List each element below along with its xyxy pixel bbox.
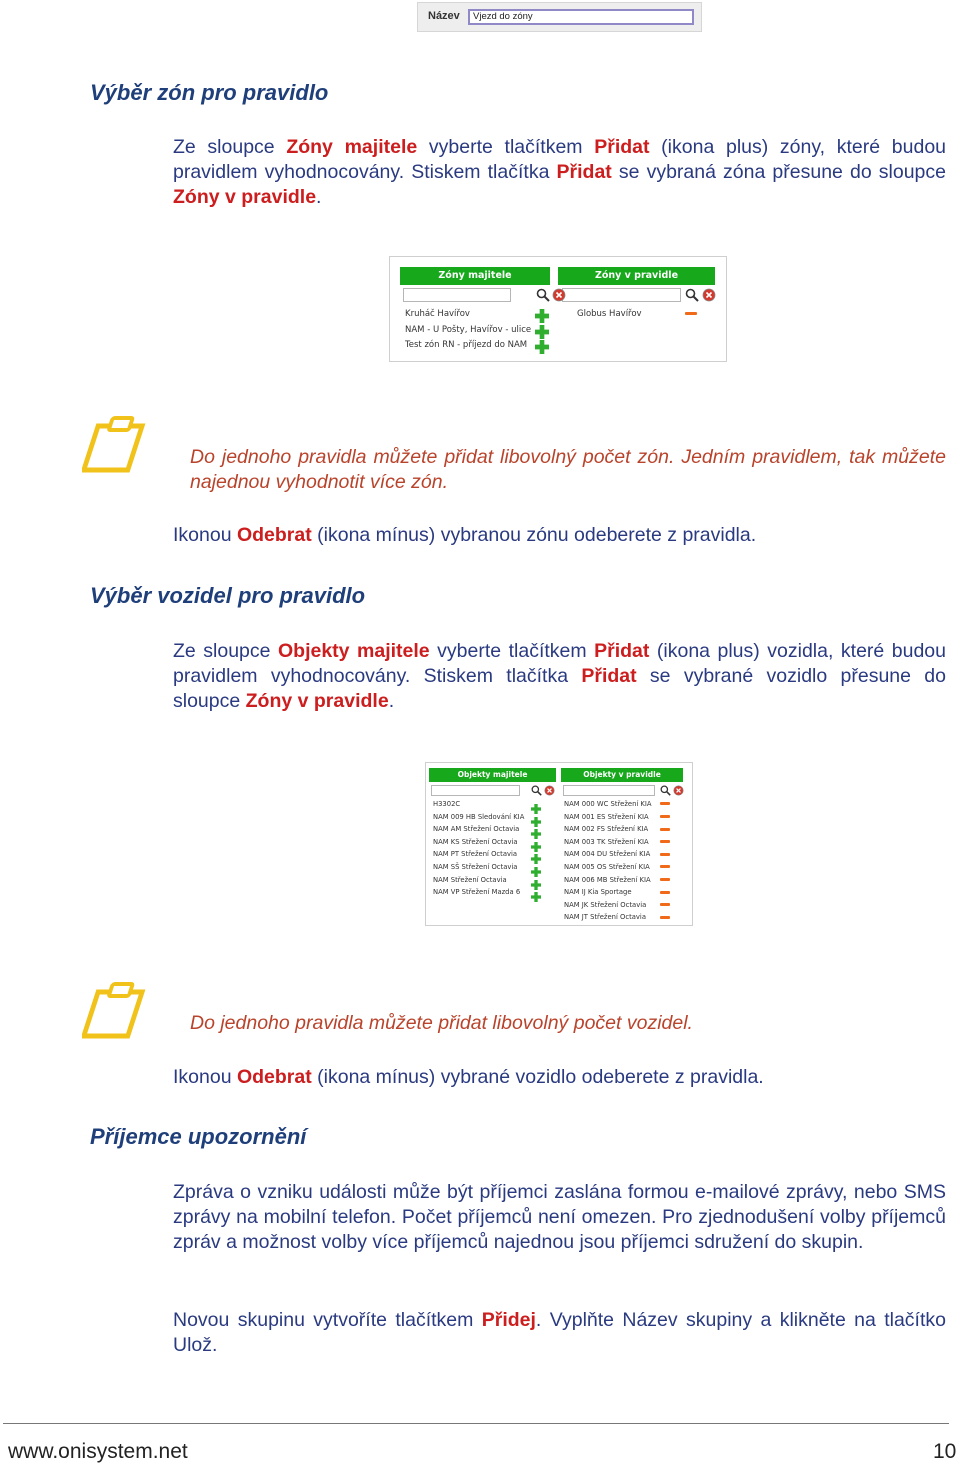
note-clipboard-icon	[82, 414, 146, 474]
zones-rule-search-input[interactable]	[562, 288, 681, 302]
list-item: Test zón RN - příjezd do NAM	[405, 340, 528, 350]
clear-icon[interactable]	[673, 785, 684, 796]
clear-icon[interactable]	[702, 288, 716, 302]
footer-website[interactable]: www.onisystem.net	[8, 1440, 188, 1463]
list-item: Kruháč Havířov	[405, 309, 470, 319]
highlight-term: Zóny v pravidle	[245, 690, 389, 712]
vehicles-screenshot	[425, 762, 693, 926]
vehicles-note: Do jednoho pravidla můžete přidat libovolný počet vozidel.	[190, 1012, 693, 1034]
list-item: H3302C	[433, 800, 461, 808]
list-item: NAM AM Střežení Octavia	[433, 825, 520, 834]
page-number: 10	[933, 1440, 957, 1463]
note-clipboard-icon	[82, 980, 146, 1040]
search-icon[interactable]	[531, 785, 542, 796]
vehicles-rule-header: Objekty v pravidle	[561, 768, 683, 782]
remove-minus-icon[interactable]	[660, 840, 670, 843]
list-item: NAM 002 FS Střežení KIA	[564, 825, 649, 834]
search-icon[interactable]	[536, 288, 550, 302]
vehicles-rule-search-input[interactable]	[563, 785, 655, 796]
remove-minus-icon[interactable]	[660, 865, 670, 868]
list-item: NAM PT Střežení Octavia	[433, 850, 518, 859]
list-item: NAM 004 DU Střežení KIA	[564, 850, 651, 859]
zones-paragraph	[173, 135, 946, 210]
list-item: NAM VP Střežení Mazda 6	[433, 888, 521, 897]
list-item: NAM JT Střežení Octavia	[564, 913, 646, 922]
clear-icon[interactable]	[552, 288, 566, 302]
text-run: vyberte tlačítkem	[417, 136, 595, 158]
remove-minus-icon[interactable]	[660, 891, 670, 894]
list-item: NAM SŠ Střežení Octavia	[433, 863, 518, 871]
text-run: Ikonou	[173, 1066, 237, 1088]
text-run: Ze sloupce	[173, 136, 287, 158]
remove-minus-icon[interactable]	[660, 815, 670, 818]
vehicles-owner-header: Objekty majitele	[429, 768, 556, 782]
text-run: Novou skupinu vytvoříte tlačítkem	[173, 1309, 482, 1331]
remove-minus-icon[interactable]	[660, 878, 670, 881]
text-run: (ikona plus) vozidla, které budou pravidlem vyhodnocovány. Stiskem tlačítka	[173, 640, 946, 687]
zones-rule-header: Zóny v pravidle	[558, 267, 715, 285]
text-run: Ze sloupce	[173, 640, 278, 662]
text-run: . Vyplňte Název skupiny a klikněte na tlačítko Ulož.	[173, 1309, 946, 1356]
text-run: se vybraná zóna přesune do sloupce	[611, 161, 946, 183]
highlight-term: Odebrat	[236, 524, 312, 546]
text-run: vyberte tlačítkem	[429, 640, 595, 662]
heading-recipients: Příjemce upozornění	[90, 1124, 307, 1149]
highlight-term: Přidat	[556, 161, 612, 183]
text-run: (ikona mínus) vybranou zónu odeberete z pravidla.	[311, 524, 757, 546]
clear-icon[interactable]	[544, 785, 555, 796]
highlight-term: Přidat	[581, 665, 637, 687]
list-item: NAM 005 OS Střežení KIA	[564, 863, 650, 871]
zones-screenshot	[389, 256, 727, 362]
remove-minus-icon[interactable]	[660, 828, 670, 831]
highlight-term: Zóny v pravidle	[173, 186, 317, 208]
heading-vehicles: Výběr vozidel pro pravidlo	[90, 583, 366, 608]
text-run: .	[388, 690, 395, 712]
zones-owner-header: Zóny majitele	[400, 267, 550, 285]
list-item: NAM 001 ES Střežení KIA	[564, 812, 649, 821]
remove-minus-icon[interactable]	[660, 802, 670, 805]
highlight-term: Přidat	[594, 136, 650, 158]
list-item: NAM Střežení Octavia	[433, 875, 507, 884]
highlight-term: Objekty majitele	[277, 640, 430, 662]
name-label: Název	[428, 10, 460, 22]
search-icon[interactable]	[660, 785, 671, 796]
text-run: (ikona plus) zóny, které budou pravidlem vyhodnocovány. Stiskem tlačítka	[173, 136, 947, 183]
name-field-snippet	[417, 2, 702, 32]
remove-minus-icon[interactable]	[685, 312, 697, 315]
add-plus-icon[interactable]	[535, 339, 549, 358]
list-item: NAM 009 HB Sledování KIA	[433, 812, 525, 821]
zones-remove-paragraph	[173, 523, 946, 548]
zones-owner-search-input[interactable]	[403, 288, 511, 302]
name-input[interactable]: Vjezd do zóny	[468, 9, 694, 25]
highlight-term: Odebrat	[236, 1066, 312, 1088]
text-run: se vybrané vozidlo přesune do sloupce	[173, 665, 946, 712]
vehicles-owner-search-input[interactable]	[431, 785, 520, 796]
search-icon[interactable]	[685, 288, 699, 302]
add-plus-icon[interactable]	[531, 887, 541, 906]
vehicles-remove-paragraph	[173, 1065, 946, 1090]
text-run: (ikona mínus) vybrané vozidlo odeberete z pravidla.	[311, 1066, 764, 1088]
list-item: NAM JK Střežení Octavia	[564, 900, 647, 909]
recipients-new-group-paragraph	[173, 1308, 946, 1358]
text-run: Ikonou	[173, 524, 237, 546]
highlight-term: Zóny majitele	[286, 136, 418, 158]
list-item: NAM 003 TK Střežení KIA	[564, 837, 649, 846]
highlight-term: Přidej	[481, 1309, 536, 1331]
footer-divider	[3, 1423, 949, 1424]
remove-minus-icon[interactable]	[660, 853, 670, 856]
highlight-term: Přidat	[594, 640, 650, 662]
recipients-paragraph: Zpráva o vzniku události může být příjemci zaslána formou e-mailové zprávy, nebo SMS zprávy na mobilní telefon. Počet příjemců není omezen. Pro zjednodušení volby příjemců zpráv a možnost volby více příjemců najednou jsou příjemci sdružení do skupin.	[173, 1181, 946, 1253]
heading-zones: Výběr zón pro pravidlo	[90, 80, 329, 105]
zones-note: Do jednoho pravidla můžete přidat libovolný počet zón. Jedním pravidlem, tak můžete najednou vyhodnotit více zón.	[190, 446, 946, 493]
list-item: NAM - U Pošty, Havířov - ulice	[405, 324, 532, 335]
list-item: NAM 000 WC Střežení KIA	[564, 800, 652, 808]
vehicles-paragraph	[173, 639, 946, 714]
text-run: .	[316, 186, 322, 208]
remove-minus-icon[interactable]	[660, 916, 670, 919]
list-item: NAM IJ Kia Sportage	[564, 888, 632, 897]
list-item: NAM 006 MB Střežení KIA	[564, 875, 651, 884]
list-item: Globus Havířov	[577, 309, 642, 319]
list-item: NAM KS Střežení Octavia	[433, 837, 518, 846]
remove-minus-icon[interactable]	[660, 903, 670, 906]
